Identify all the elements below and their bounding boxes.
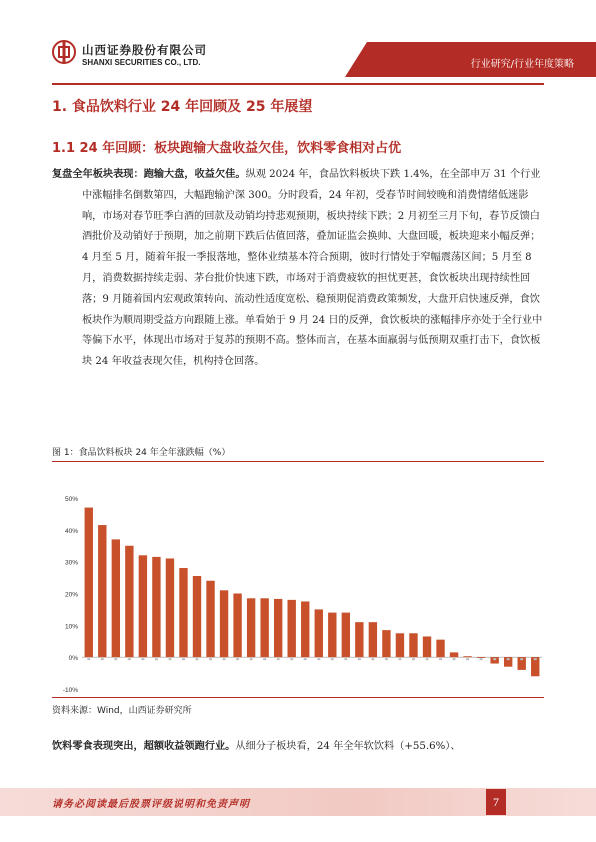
x-tick-label [344,658,347,660]
figure-caption: 图 1：食品饮料板块 24 年全年涨跌幅（%） [52,448,231,458]
paragraph-review [52,164,544,373]
bar [139,555,147,657]
bar [220,590,228,657]
x-tick-label [250,658,253,660]
bar [260,598,268,657]
page-number: 7 [486,789,506,815]
x-tick-label [209,658,212,660]
bar [382,630,390,657]
x-tick-label [371,658,374,660]
bar-series [85,508,540,677]
x-tick-label [277,658,280,660]
bar [179,568,187,657]
figure-top-rule [52,461,544,462]
x-tick-label [168,658,171,660]
x-tick-label [114,658,117,660]
paragraph-lead-emphasis: 跑输大盘，收益欠佳。 [143,168,246,180]
x-tick-label [520,658,523,660]
x-tick-labels [87,658,536,660]
bar [396,633,404,657]
bar [342,613,350,658]
x-tick-label [236,658,239,660]
x-tick-label [493,658,496,660]
x-tick-label [398,658,401,660]
bar [409,633,417,657]
disclaimer-note: 请务必阅读最后股票评级说明和免责声明 [52,799,250,810]
x-tick-label [358,658,361,660]
company-name-cn: 山西证券股份有限公司 [82,43,207,57]
y-tick-label: 10% [64,623,78,631]
x-tick-label [534,658,537,660]
x-tick-label [290,658,293,660]
y-tick-label: 0% [68,655,78,663]
x-tick-label [155,658,158,660]
x-tick-label [141,658,144,660]
y-axis [63,496,542,694]
x-tick-label [182,658,185,660]
x-tick-label [317,658,320,660]
x-tick-label [480,658,483,660]
company-logo-icon [52,40,76,64]
bar [274,599,282,657]
x-tick-label [466,658,469,660]
y-tick-label: -10% [62,687,78,694]
x-tick-label [412,658,415,660]
y-tick-label: 40% [64,527,78,535]
x-tick-label [304,658,307,660]
x-tick-label [101,658,104,660]
bar [328,613,336,658]
bar-chart [52,480,544,695]
x-tick-label [426,658,429,660]
bar [125,546,133,657]
bar [112,539,120,657]
x-tick-label [263,658,266,660]
section-heading: 1. 食品饮料行业 24 年回顾及 25 年展望 [52,99,313,115]
x-tick-label [331,658,334,660]
bar [490,657,498,663]
bar [152,557,160,657]
bar [450,652,458,657]
paragraph-segments [52,736,544,758]
bar [206,581,214,657]
y-tick-label: 20% [64,591,78,599]
bar [166,558,174,657]
y-tick-label: 30% [64,559,78,567]
x-tick-label [439,658,442,660]
bar [463,656,471,657]
x-tick-label [223,658,226,660]
bar [301,601,309,657]
paragraph-lead: 复盘全年板块表现： [52,168,144,180]
figure-source: 资料来源：Wind，山西证券研究所 [52,706,192,716]
paragraph-body: 纵观 2024 年，食品饮料板块下跌 1.4%，在全部申万 31 个行业中涨幅排名倒数第四，大幅跑输沪深 300。分时段看，24 年初，受春节时间较晚和消费情绪低迷影响，市场对春节旺季白酒的回款及动销均持悲观预期，板块持续下跌；2 月初至三月下旬，春节反馈白酒批价及动销好于预期，加之前期下跌后估值回落，叠加证监会换帅、大盘回暖，板块迎来小幅反弹；4 月至 5 月，随着年报一季报落地，整体业绩基本符合预期，彼时行情处于窄幅震荡区间；5 月至 8 月，消费数据持续走弱、茅台批价快速下跌，市场对于消费疲软的担忧更甚，食饮板块出现持续性回落；9 月随着国内宏观政策转向、流动性适度宽松、稳预期促消费政策频发，大盘开启快速反弹，食饮板块作为顺周期受益方向跟随上涨。单看始于 9 月 24 日的反弹，食饮板块的涨幅排序亦处于全行业中等偏下水平，体现出市场对于复苏的预期不高。整体而言，在基本面羸弱与低预期双重打击下，食饮板块 24 年收益表现欠佳，机构持仓回落。 [82,169,543,368]
bar [315,609,323,657]
paragraph-lead: 饮料零食表现突出，超额收益领跑行业。 [52,740,236,752]
x-tick-label [453,658,456,660]
bar [355,622,363,657]
bar [193,576,201,657]
bar [369,622,377,657]
bar [85,508,93,658]
x-tick-label [128,658,131,660]
x-tick-label [196,658,199,660]
bar [247,598,255,657]
company-name-en: SHANXI SECURITIES CO., LTD. [82,58,201,67]
x-tick-label [87,658,90,660]
paragraph-body: 从细分子板块看，24 年全年软饮料（+55.6%）、 [235,741,461,752]
report-category: 行业研究/行业年度策略 [470,59,574,70]
bar [233,594,241,658]
header-divider [52,83,544,85]
bar [98,525,106,657]
bar [423,636,431,657]
subsection-heading: 1.1 24 年回顾：板块跑输大盘收益欠佳，饮料零食相对占优 [52,141,402,156]
bar [477,657,485,658]
x-tick-label [385,658,388,660]
bar [436,640,444,658]
figure-bottom-rule [52,697,544,698]
y-tick-label: 50% [64,496,78,503]
x-tick-label [507,658,510,660]
bar [288,600,296,657]
page-header [0,0,596,90]
